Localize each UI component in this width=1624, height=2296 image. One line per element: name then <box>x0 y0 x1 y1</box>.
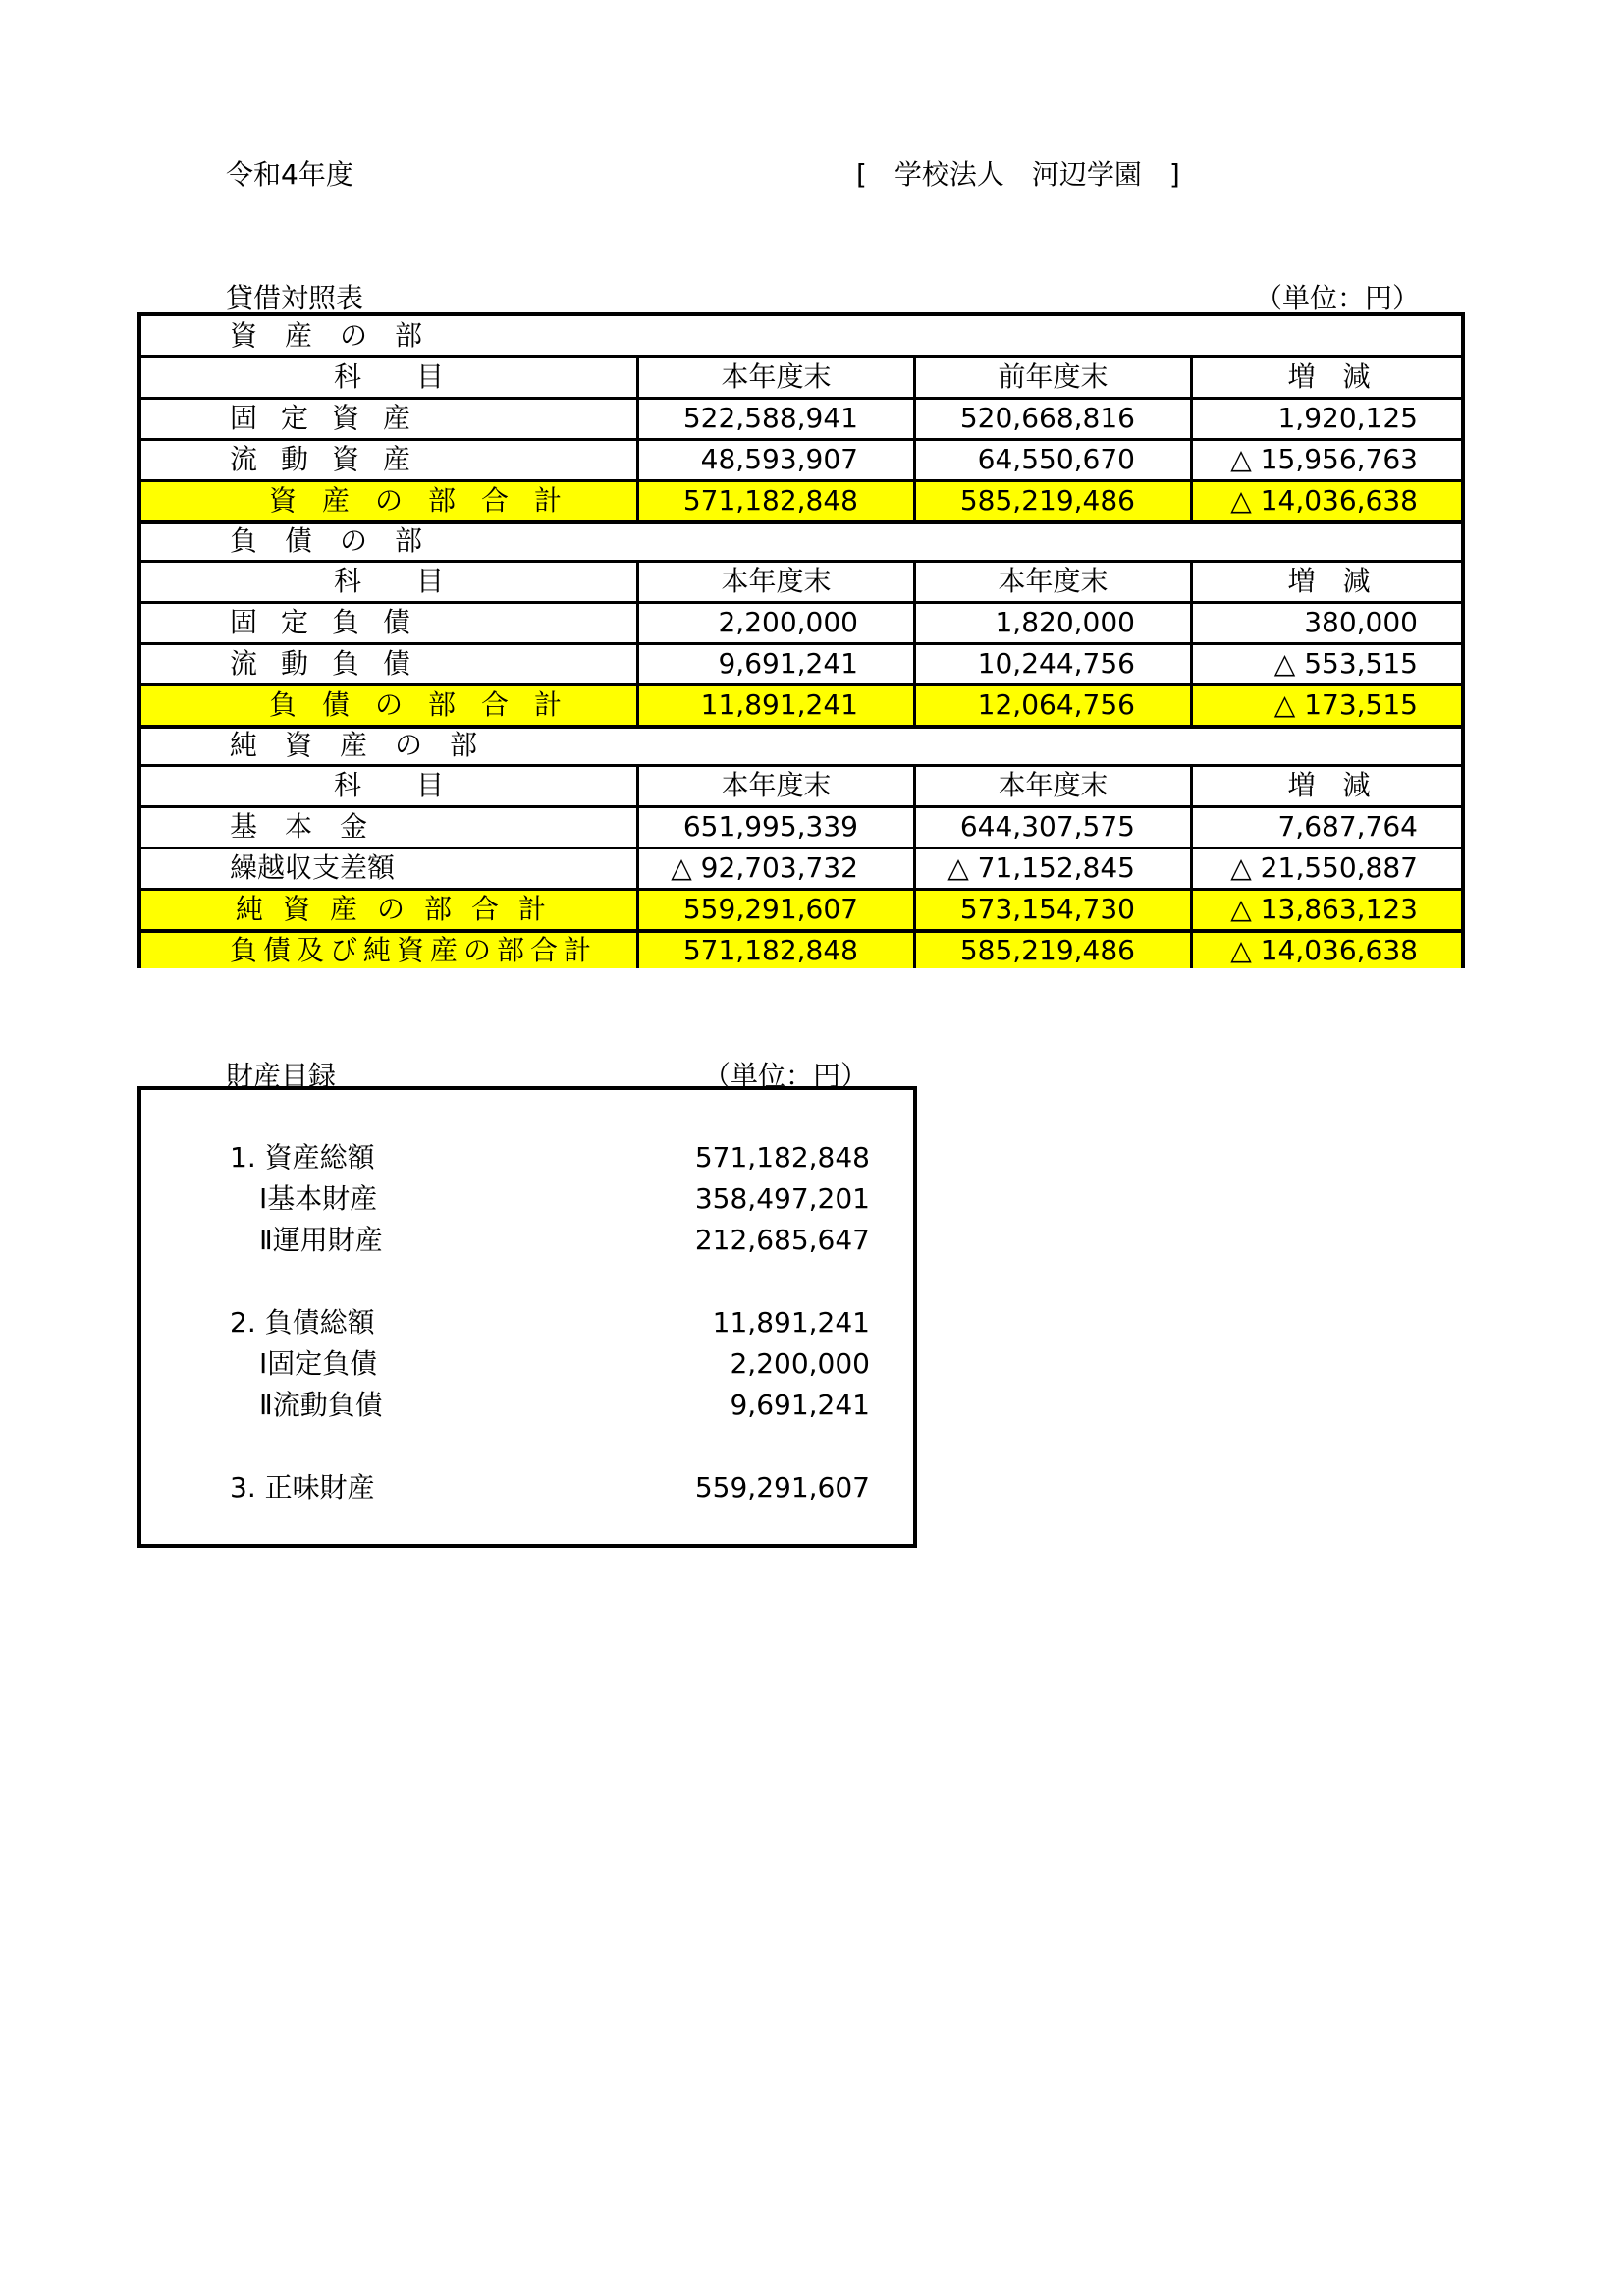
liabilities-col-change: 増 減 <box>1287 565 1371 597</box>
property-item-value: 212,685,647 <box>694 1224 870 1256</box>
grand-total-current: 571,182,848 <box>682 934 858 966</box>
net-assets-total-label: 純資産の部合計 <box>236 893 567 925</box>
liabilities-col-label: 科 目 <box>333 565 444 597</box>
net-assets-col-previous: 本年度末 <box>998 769 1109 801</box>
assets-row-change: 1,920,125 <box>1277 402 1418 434</box>
net-assets-col-change: 増 減 <box>1287 769 1371 801</box>
property-item-value: 11,891,241 <box>712 1306 870 1339</box>
liabilities-row-current: 2,200,000 <box>718 606 858 638</box>
balance-sheet-table <box>137 312 1465 968</box>
assets-row-change: △ 15,956,763 <box>1230 443 1418 475</box>
property-list-title: 財産目録 <box>226 1060 337 1092</box>
property-item-value: 571,182,848 <box>694 1141 870 1174</box>
liabilities-row-change: △ 553,515 <box>1273 647 1418 680</box>
liabilities-total-label: 負債の部合計 <box>269 688 588 721</box>
property-item-value: 358,497,201 <box>694 1182 870 1215</box>
net-assets-total-change: △ 13,863,123 <box>1230 893 1418 925</box>
assets-col-previous: 前年度末 <box>998 360 1109 393</box>
liabilities-row-label: 固定負債 <box>230 606 435 638</box>
assets-row-current: 48,593,907 <box>700 443 858 475</box>
liabilities-section-title: 負 債 の 部 <box>230 524 423 557</box>
property-item-value: 559,291,607 <box>694 1471 870 1503</box>
assets-total-label: 資産の部合計 <box>269 484 588 517</box>
property-item-label: Ⅱ流動負債 <box>259 1389 383 1421</box>
assets-row-previous: 64,550,670 <box>977 443 1135 475</box>
property-item-label: Ⅰ固定負債 <box>259 1347 378 1380</box>
net-assets-section-title: 純 資 産 の 部 <box>230 729 478 761</box>
assets-row-previous: 520,668,816 <box>959 402 1135 434</box>
net-assets-total-current: 559,291,607 <box>682 893 858 925</box>
net-assets-total-previous: 573,154,730 <box>959 893 1135 925</box>
assets-col-change: 増 減 <box>1287 360 1371 393</box>
net-assets-row-change: △ 21,550,887 <box>1230 851 1418 884</box>
liabilities-col-previous: 本年度末 <box>998 565 1109 597</box>
grand-total-previous: 585,219,486 <box>959 934 1135 966</box>
liabilities-col-current: 本年度末 <box>721 565 832 597</box>
liabilities-row-current: 9,691,241 <box>718 647 858 680</box>
property-item-value: 9,691,241 <box>730 1389 870 1421</box>
assets-row-current: 522,588,941 <box>682 402 858 434</box>
balance-sheet-unit: （単位：円） <box>1255 282 1421 314</box>
liabilities-row-previous: 1,820,000 <box>995 606 1135 638</box>
property-item-label: 2. 負債総額 <box>230 1306 375 1339</box>
net-assets-col-current: 本年度末 <box>721 769 832 801</box>
balance-sheet-title: 貸借対照表 <box>226 282 364 314</box>
assets-row-label: 固定資産 <box>230 402 435 434</box>
assets-total-change: △ 14,036,638 <box>1230 484 1418 517</box>
property-list-unit: （単位：円） <box>703 1060 869 1092</box>
liabilities-total-change: △ 173,515 <box>1273 688 1418 721</box>
net-assets-row-previous: △ 71,152,845 <box>947 851 1135 884</box>
assets-total-current: 571,182,848 <box>682 484 858 517</box>
grand-total-label: 負債及び純資産の部合計 <box>230 934 598 966</box>
property-item-label: 1. 資産総額 <box>230 1141 375 1174</box>
property-item-value: 2,200,000 <box>730 1347 870 1380</box>
liabilities-row-previous: 10,244,756 <box>977 647 1135 680</box>
net-assets-row-current: 651,995,339 <box>682 810 858 843</box>
grand-total-change: △ 14,036,638 <box>1230 934 1418 966</box>
net-assets-row-current: △ 92,703,732 <box>671 851 858 884</box>
liabilities-row-label: 流動負債 <box>230 647 435 680</box>
liabilities-total-current: 11,891,241 <box>700 688 858 721</box>
net-assets-row-label: 基 本 金 <box>230 810 368 843</box>
organization-name: [ 学校法人 河辺学園 ] <box>856 158 1180 191</box>
liabilities-total-previous: 12,064,756 <box>977 688 1135 721</box>
assets-col-current: 本年度末 <box>721 360 832 393</box>
net-assets-row-previous: 644,307,575 <box>959 810 1135 843</box>
assets-total-previous: 585,219,486 <box>959 484 1135 517</box>
fiscal-year: 令和4年度 <box>226 158 353 191</box>
assets-row-label: 流動資産 <box>230 443 435 475</box>
property-list-box <box>137 1086 917 1548</box>
net-assets-row-change: 7,687,764 <box>1277 810 1418 843</box>
assets-section-title: 資 産 の 部 <box>230 319 423 352</box>
assets-col-label: 科 目 <box>333 360 444 393</box>
net-assets-col-label: 科 目 <box>333 769 444 801</box>
property-item-label: 3. 正味財産 <box>230 1471 375 1503</box>
net-assets-row-label: 繰越収支差額 <box>230 851 396 884</box>
property-item-label: Ⅰ基本財産 <box>259 1182 378 1215</box>
liabilities-row-change: 380,000 <box>1304 606 1418 638</box>
property-item-label: Ⅱ運用財産 <box>259 1224 383 1256</box>
